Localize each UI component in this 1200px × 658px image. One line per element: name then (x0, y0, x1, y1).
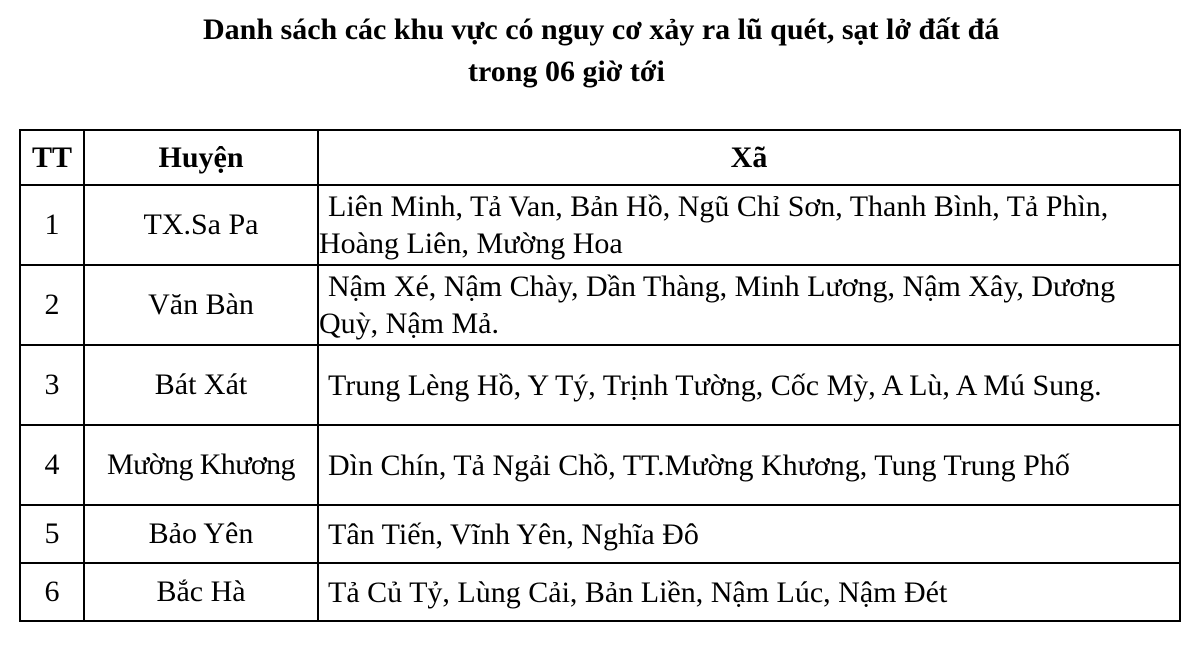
row-communes (318, 185, 1180, 265)
table-row (20, 505, 1180, 563)
row-communes (318, 425, 1180, 505)
document-title-line-2: trong 06 giờ tới (468, 55, 665, 88)
row-number: 2 (20, 265, 84, 345)
flood-risk-table (19, 129, 1181, 622)
table-row (20, 563, 1180, 621)
row-communes-text: Tả Củ Tỷ, Lùng Cải, Bản Liền, Nậm Lúc, Nậm Đét (328, 575, 948, 609)
row-number: 4 (20, 425, 84, 505)
row-number: 1 (20, 185, 84, 265)
row-district: Bắc Hà (84, 563, 318, 621)
row-district: Mường Khương (84, 425, 318, 505)
row-communes-text: Tân Tiến, Vĩnh Yên, Nghĩa Đô (328, 517, 699, 551)
row-communes (318, 563, 1180, 621)
row-district: Văn Bàn (84, 265, 318, 345)
row-district: Bát Xát (84, 345, 318, 425)
row-district: Bảo Yên (84, 505, 318, 563)
row-district: TX.Sa Pa (84, 185, 318, 265)
row-communes-text: Trung Lèng Hồ, Y Tý, Trịnh Tường, Cốc Mỳ, A Lù, A Mú Sung. (328, 368, 1102, 402)
table-row (20, 185, 1180, 265)
table-row (20, 265, 1180, 345)
row-number: 6 (20, 563, 84, 621)
header-district: Huyện (84, 130, 318, 185)
row-number: 3 (20, 345, 84, 425)
table-row (20, 345, 1180, 425)
row-number: 5 (20, 505, 84, 563)
header-communes: Xã (318, 130, 1180, 185)
row-communes (318, 505, 1180, 563)
header-number: TT (20, 130, 84, 185)
row-communes-text: Nậm Xé, Nậm Chày, Dần Thàng, Minh Lương, Nậm Xây, Dương Quỳ, Nậm Mả. (319, 270, 1116, 340)
row-communes (318, 265, 1180, 345)
table-row (20, 425, 1180, 505)
row-communes-text: Liên Minh, Tả Van, Bản Hồ, Ngũ Chỉ Sơn, Thanh Bình, Tả Phìn, Hoàng Liên, Mường Hoa (319, 190, 1109, 260)
row-communes-text: Dìn Chín, Tả Ngải Chồ, TT.Mường Khương, Tung Trung Phố (328, 448, 1070, 482)
row-communes (318, 345, 1180, 425)
table-header-row (20, 130, 1180, 185)
document-title-line-1: Danh sách các khu vực có nguy cơ xảy ra lũ quét, sạt lở đất đá (203, 13, 1000, 46)
